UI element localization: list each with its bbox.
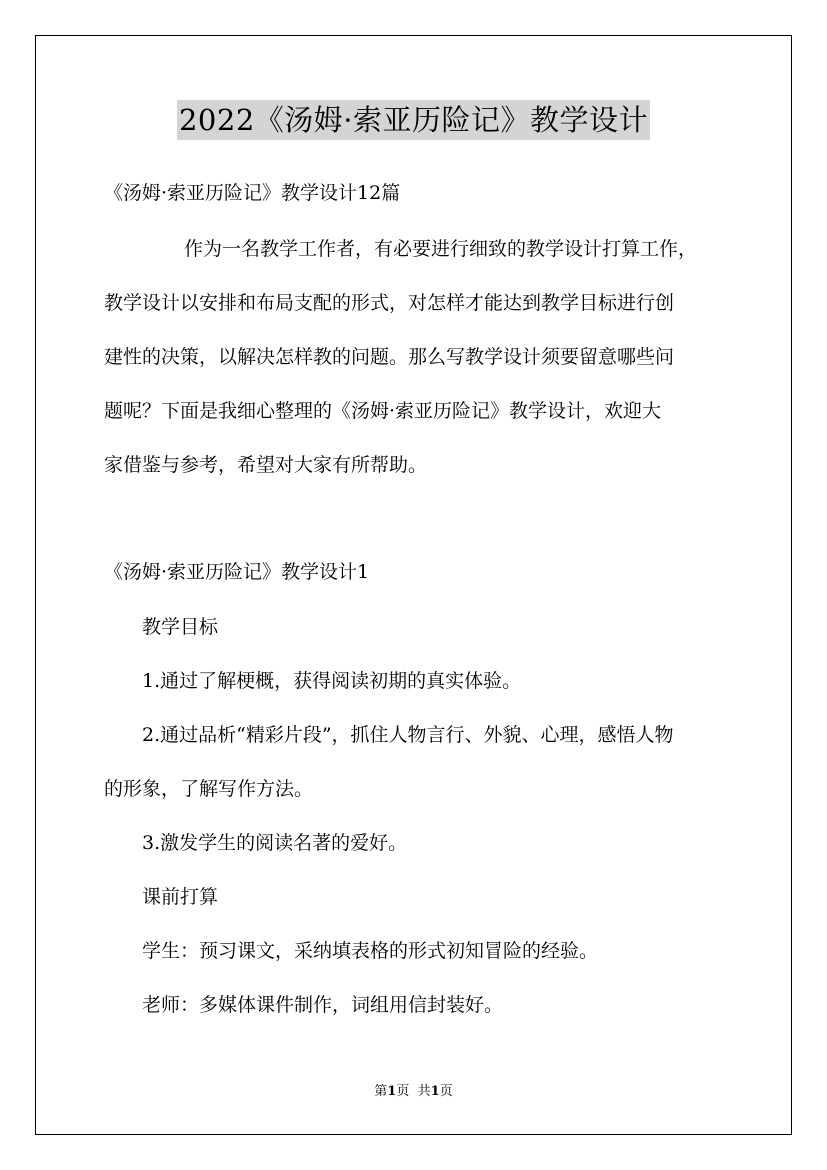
body-line: 老师：多媒体课件制作，词组用信封装好。: [142, 994, 504, 1016]
body-line: 学生：预习课文，采纳填表格的形式初知冒险的经验。: [142, 940, 599, 962]
footer-total-number: 1: [430, 1084, 440, 1099]
body-line: 3.激发学生的阅读名著的爱好。: [142, 832, 408, 854]
footer-page-number: 1: [387, 1084, 397, 1099]
body-line: 教学目标: [142, 616, 219, 638]
body-line: 1.通过了解梗概，获得阅读初期的真实体验。: [142, 670, 522, 692]
intro-line: 教学设计以安排和布局支配的形式，对怎样才能达到教学目标进行创: [104, 292, 675, 314]
intro-line: 建性的决策，以解决怎样教的问题。那么写教学设计须要留意哪些问: [104, 346, 675, 368]
document-subtitle: 《汤姆·索亚历险记》教学设计12篇: [104, 182, 401, 204]
document-title: 2022《汤姆·索亚历险记》教学设计: [177, 100, 650, 140]
footer-page-prefix: 第: [374, 1084, 388, 1099]
body-line: 课前打算: [142, 886, 219, 908]
body-line: 2.通过品析“精彩片段”，抓住人物言行、外貌、心理，感悟人物: [142, 724, 674, 746]
intro-line: 家借鉴与参考，希望对大家有所帮助。: [104, 454, 428, 476]
footer-total-prefix: 共: [417, 1084, 431, 1099]
footer-page-suffix: 页: [396, 1084, 410, 1099]
title-container: [0, 100, 827, 140]
body-line: 的形象，了解写作方法。: [104, 778, 314, 800]
intro-line: 题呢？下面是我细心整理的《汤姆·索亚历险记》教学设计，欢迎大: [104, 400, 662, 422]
intro-line: 作为一名教学工作者，有必要进行细致的教学设计打算工作，: [184, 238, 698, 260]
page-footer: [0, 1083, 827, 1101]
footer-total-suffix: 页: [439, 1084, 453, 1099]
section-heading: 《汤姆·索亚历险记》教学设计1: [104, 561, 370, 583]
